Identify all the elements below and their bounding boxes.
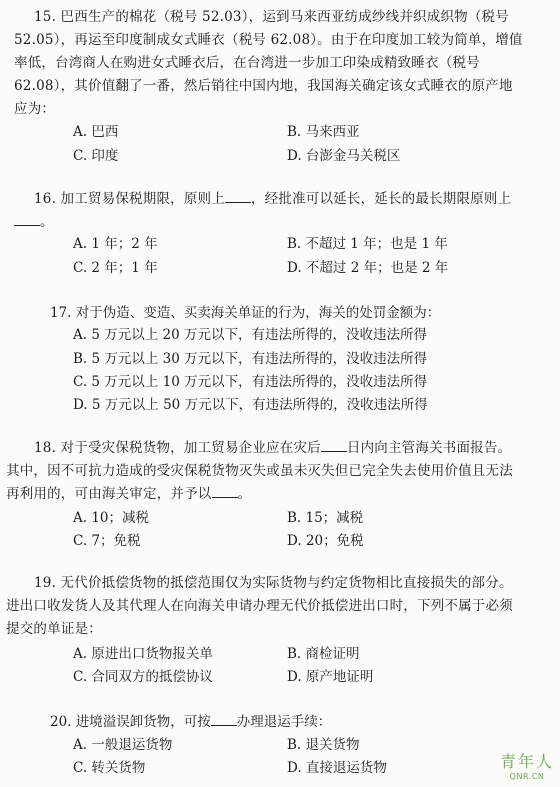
option-b: B. 不超过 1 年；也是 1 年: [287, 236, 448, 252]
question-18-stem: [6, 437, 554, 506]
option-b: B. 商检证明: [287, 646, 360, 662]
option-c: C. 5 万元以上 10 万元以下，有违法所得的，没收违法所得: [73, 374, 428, 390]
option-c: C. 2 年；1 年: [73, 260, 158, 276]
question-16-stem: [34, 188, 554, 234]
option-d: D. 台澎金马关税区: [287, 148, 401, 164]
stem-text: 16. 加工贸易保税期限，原则上: [34, 191, 225, 207]
option-d: D. 原产地证明: [287, 669, 374, 685]
stem-text: 。: [40, 214, 54, 230]
stem-line: 提交的单证是：: [6, 621, 102, 637]
stem-line: 62.08），其价值翻了一番，然后销往中国内地，我国海关确定该女式睡衣的原产地: [14, 78, 513, 94]
site-watermark-logo: [500, 749, 554, 781]
stem-line: 其中，因不可抗力造成的受灾保税货物灭失或虽未灭失但已完全失去使用价值且无法: [6, 463, 513, 479]
option-c: C. 印度: [73, 148, 119, 164]
option-a: A. 一般退运货物: [73, 737, 173, 753]
option-d: D. 不超过 2 年；也是 2 年: [287, 260, 449, 276]
option-d: D. 直接退运货物: [287, 760, 387, 776]
answer-blank: [321, 439, 347, 452]
question-15-stem: [14, 6, 554, 121]
question-19-stem: [6, 572, 554, 641]
option-d: D. 20；免税: [287, 533, 364, 549]
option-a: A. 原进出口货物报关单: [73, 646, 213, 662]
stem-line: 率低，台湾商人在购进女式睡衣后，在台湾进一步加工印染成精致睡衣（税号: [14, 55, 480, 71]
watermark-sub-text: QNR.CN: [509, 772, 545, 781]
answer-blank: [212, 485, 238, 498]
watermark-main-text: 青年人: [499, 752, 554, 771]
option-d: D. 5 万元以上 50 万元以下，有违法所得的，没收违法所得: [73, 397, 428, 413]
option-b: B. 5 万元以上 30 万元以下，有违法所得的，没收违法所得: [73, 351, 428, 367]
stem-text: 20. 进境溢误卸货物，可按: [50, 714, 211, 730]
stem-text: 再利用的，可由海关审定，并予以: [6, 486, 212, 502]
option-b: B. 15；减税: [287, 510, 364, 526]
question-17-stem: 17. 对于伪造、变造、买卖海关单证的行为，海关的处罚金额为：: [50, 305, 441, 321]
option-c: C. 合同双方的抵偿协议: [73, 669, 213, 685]
stem-text: 日内向主管海关书面报告。: [346, 440, 512, 456]
option-c: C. 7；免税: [73, 533, 141, 549]
stem-line: 15. 巴西生产的棉花（税号 52.03），运到马来西亚纺成纱线并织成织物（税号: [34, 9, 509, 25]
answer-blank: [211, 713, 237, 726]
answer-blank: [225, 190, 251, 203]
stem-text: 。: [237, 486, 252, 502]
option-b: B. 马来西亚: [287, 124, 360, 140]
stem-line: 52.05），再运至印度制成女式睡衣（税号 62.08）。由于在印度加工较为简单，增值: [14, 32, 523, 48]
stem-text: 办理退运手续：: [236, 714, 332, 730]
answer-blank: [14, 213, 40, 226]
option-a: A. 10；减税: [73, 510, 150, 526]
option-a: A. 1 年；2 年: [73, 236, 158, 252]
stem-line: 19. 无代价抵偿货物的抵偿范围仅为实际货物与约定货物相比直接损失的部分。: [34, 575, 513, 591]
option-a: A. 巴西: [73, 124, 119, 140]
question-20-stem: [50, 712, 331, 732]
option-b: B. 退关货物: [287, 737, 360, 753]
stem-line: 应为：: [14, 101, 56, 117]
option-c: C. 转关货物: [73, 760, 146, 776]
stem-line: 进出口收发货人及其代理人在向海关申请办理无代价抵偿进出口时，下列不属于必须: [6, 598, 513, 614]
stem-text: 18. 对于受灾保税货物，加工贸易企业应在灾后: [34, 440, 321, 456]
stem-text: ，经批准可以延长，延长的最长期限原则上: [250, 191, 512, 207]
option-a: A. 5 万元以上 20 万元以下，有违法所得的，没收违法所得: [73, 327, 427, 343]
